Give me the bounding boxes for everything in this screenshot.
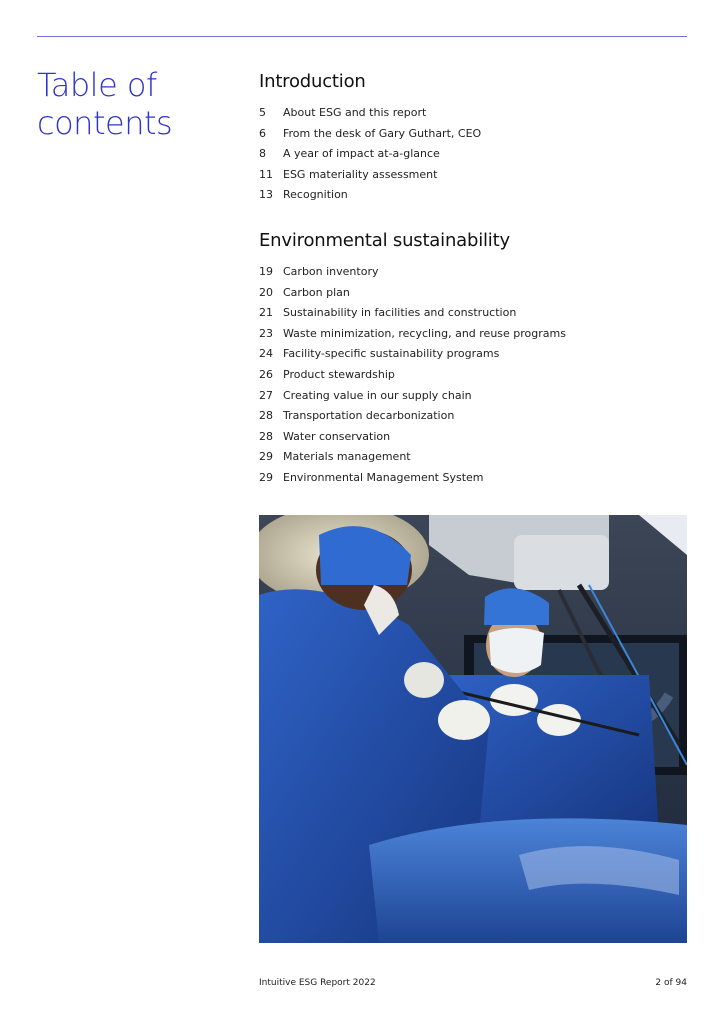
toc-entry-label: Carbon inventory: [283, 265, 379, 278]
toc-page-number: 13: [259, 188, 273, 202]
toc-entry-label: Carbon plan: [283, 285, 350, 299]
section-heading: Environmental sustainability: [259, 230, 510, 251]
toc-page-number: 27: [259, 388, 273, 402]
toc-page-number: 24: [259, 347, 273, 361]
toc-entry[interactable]: [259, 283, 689, 304]
toc-page-number: 29: [259, 450, 273, 464]
toc-page-number: 20: [259, 285, 273, 299]
top-divider: [37, 36, 687, 37]
page-title-line-1: Table of: [37, 66, 157, 104]
toc-entry[interactable]: [259, 427, 689, 448]
toc-entry[interactable]: [259, 103, 689, 124]
toc-entry-label: Creating value in our supply chain: [283, 388, 472, 402]
toc-page-number: 28: [259, 409, 273, 423]
toc-page-number: 23: [259, 326, 273, 340]
toc-entry-label: Transportation decarbonization: [283, 409, 455, 423]
toc-page-number: 28: [259, 429, 273, 443]
toc-entry[interactable]: [259, 406, 689, 427]
toc-entry-label: Sustainability in facilities and construction: [283, 306, 517, 320]
toc-entry-label: ESG materiality assessment: [283, 167, 438, 181]
toc-entry-label: A year of impact at-a-glance: [283, 147, 440, 161]
toc-entry-label: About ESG and this report: [283, 106, 427, 119]
section-introduction: [259, 70, 689, 206]
toc-entry[interactable]: [259, 185, 689, 206]
toc-entry-label: Product stewardship: [283, 367, 395, 381]
toc-entry[interactable]: [259, 365, 689, 386]
toc-page-number: 21: [259, 306, 273, 320]
toc-entry-label: Facility-specific sustainability programs: [283, 347, 500, 361]
toc-page-number: 11: [259, 167, 273, 181]
toc-entry-label: Recognition: [283, 188, 348, 202]
toc-entry[interactable]: [259, 344, 689, 365]
toc-entry[interactable]: [259, 447, 689, 468]
section-environmental-sustainability: [259, 229, 689, 489]
toc-page-number: 8: [259, 147, 266, 161]
toc-entry[interactable]: [259, 468, 689, 489]
toc-entry-label: From the desk of Gary Guthart, CEO: [283, 126, 482, 140]
toc-entry[interactable]: [259, 386, 689, 407]
toc-entry[interactable]: [259, 124, 689, 145]
surgery-illustration: [259, 515, 687, 943]
page-title: [37, 66, 237, 142]
toc-page-number: 26: [259, 367, 273, 381]
footer-page-indicator: 2 of 94: [655, 978, 687, 988]
toc-entry[interactable]: [259, 324, 689, 345]
page-title-line-2: contents: [37, 104, 173, 142]
toc-page-number: 19: [259, 265, 273, 278]
footer-report-name: Intuitive ESG Report 2022: [259, 978, 376, 988]
toc-page-number: 5: [259, 106, 266, 119]
toc-entry-label: Environmental Management System: [283, 470, 484, 484]
toc-page-number: 29: [259, 470, 273, 484]
toc-entry[interactable]: [259, 165, 689, 186]
toc-entry-label: Materials management: [283, 450, 411, 464]
surgery-photo: [259, 515, 687, 943]
section-heading: Introduction: [259, 71, 366, 92]
toc-entry[interactable]: [259, 144, 689, 165]
toc-entry-label: Water conservation: [283, 429, 391, 443]
toc-entry-label: Waste minimization, recycling, and reuse programs: [283, 326, 566, 340]
toc-entry[interactable]: [259, 262, 689, 283]
toc-entry[interactable]: [259, 303, 689, 324]
toc-page-number: 6: [259, 126, 266, 140]
